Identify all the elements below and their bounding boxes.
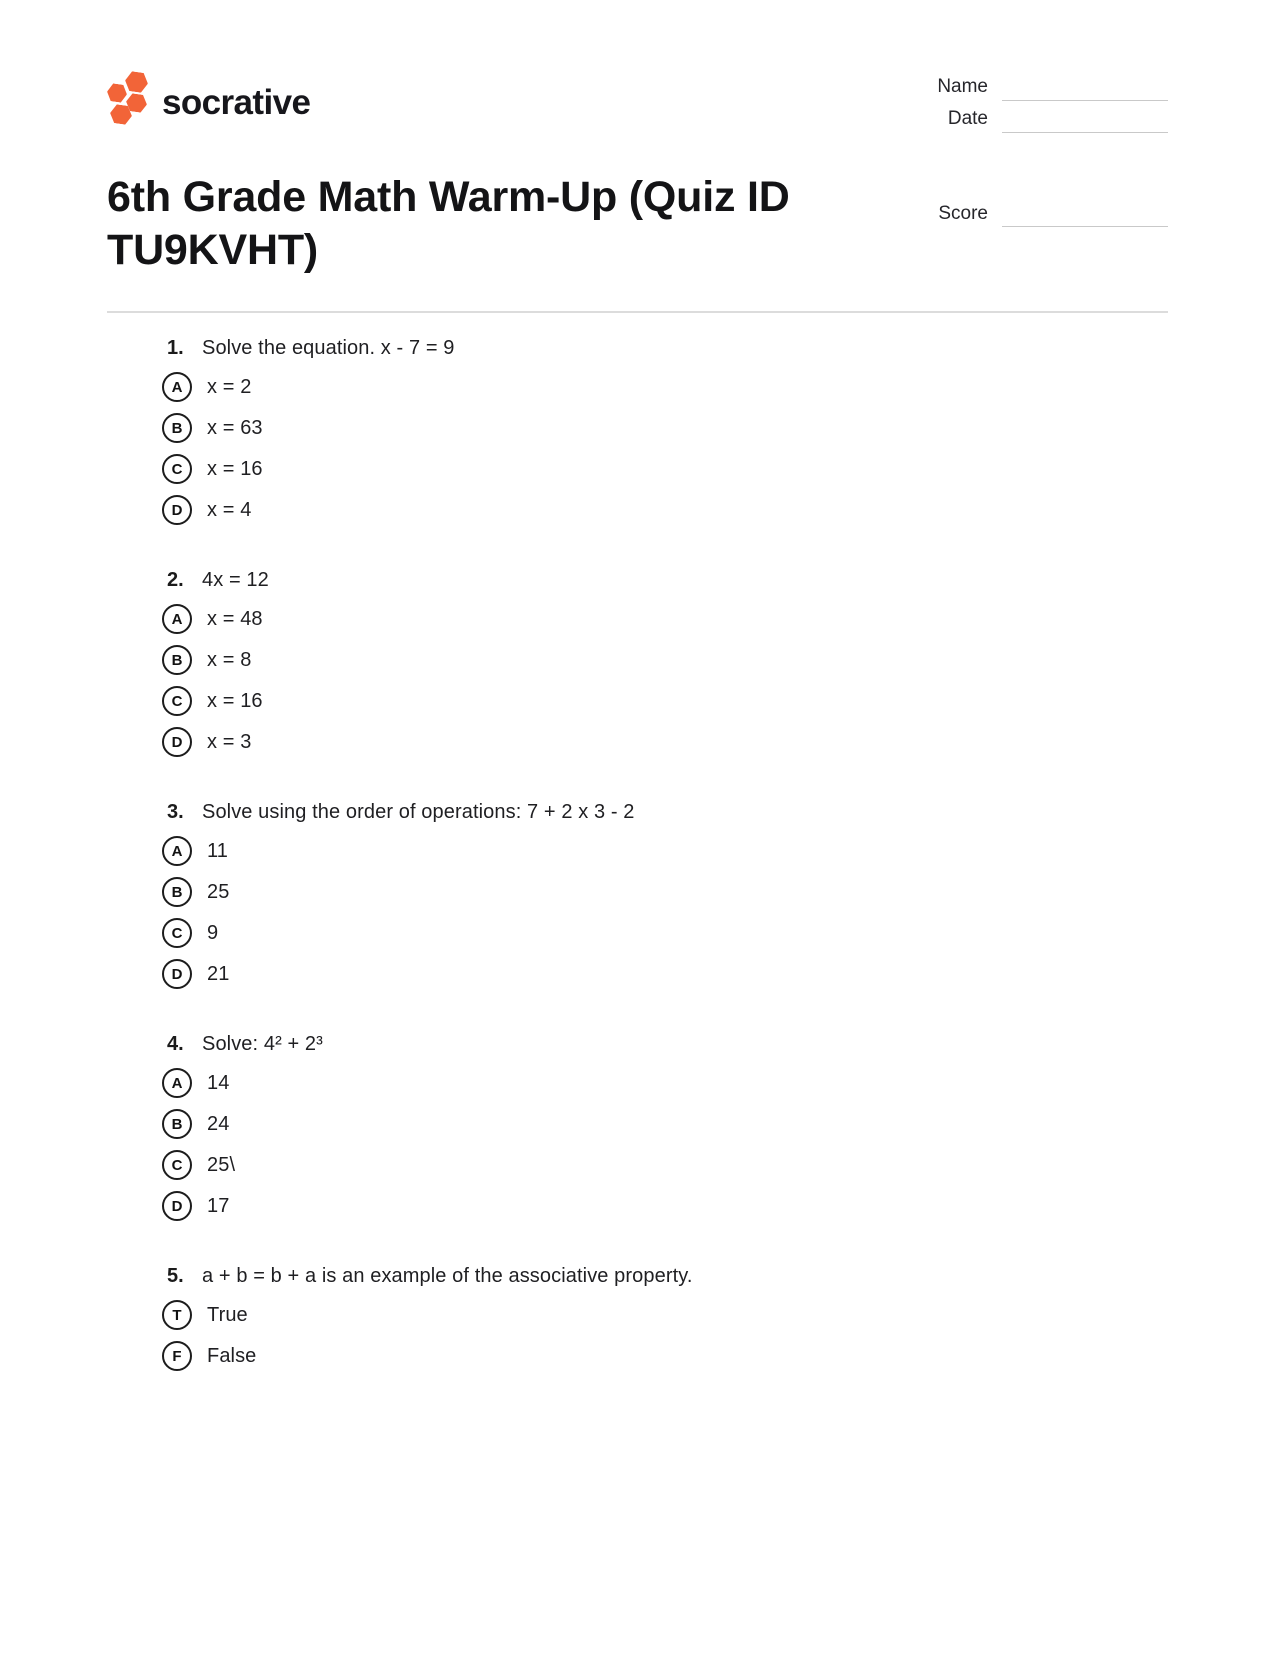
name-input-line[interactable]: [1002, 79, 1168, 101]
title-row: [107, 171, 1168, 278]
option-text: 9: [207, 921, 219, 944]
option-row[interactable]: [162, 1300, 1168, 1330]
option-letter: A: [171, 1074, 183, 1092]
option-text: 24: [207, 1112, 230, 1135]
option-letter: C: [171, 924, 183, 942]
option-text: x = 16: [207, 457, 263, 480]
name-date-fields: [926, 72, 1168, 133]
option-bubble[interactable]: [162, 918, 192, 948]
option-bubble[interactable]: [162, 604, 192, 634]
option-row[interactable]: [162, 1109, 1168, 1139]
question-head: [162, 801, 1168, 824]
question-number: 5.: [167, 1265, 184, 1288]
option-text: 14: [207, 1071, 230, 1094]
option-letter: B: [171, 419, 183, 437]
question-text: Solve the equation. x - 7 = 9: [202, 337, 455, 360]
option-bubble[interactable]: [162, 413, 192, 443]
question-number: 2.: [167, 569, 184, 592]
option-group: [162, 1068, 1168, 1221]
question-text: 4x = 12: [202, 569, 269, 592]
option-letter: A: [171, 842, 183, 860]
option-row[interactable]: [162, 1191, 1168, 1221]
option-letter: F: [172, 1347, 182, 1365]
option-bubble[interactable]: [162, 495, 192, 525]
option-letter: T: [172, 1306, 182, 1324]
option-row[interactable]: [162, 1150, 1168, 1180]
question-list: [107, 337, 1168, 1371]
question-head: [162, 1033, 1168, 1056]
option-text: 25\: [207, 1153, 236, 1176]
option-letter: B: [171, 651, 183, 669]
question-block: [162, 337, 1168, 525]
question-head: [162, 1265, 1168, 1288]
option-letter: D: [171, 965, 183, 983]
question-head: [162, 569, 1168, 592]
option-text: 11: [207, 839, 228, 862]
option-row[interactable]: [162, 645, 1168, 675]
option-letter: D: [171, 501, 183, 519]
option-row[interactable]: [162, 686, 1168, 716]
option-bubble[interactable]: [162, 645, 192, 675]
option-text: 21: [207, 962, 230, 985]
date-label: Date: [947, 107, 988, 129]
hexagon-icon: [106, 83, 128, 104]
date-input-line[interactable]: [1002, 111, 1168, 133]
option-group: [162, 372, 1168, 525]
option-text: x = 4: [207, 498, 252, 521]
question-block: [162, 1265, 1168, 1371]
option-bubble[interactable]: [162, 372, 192, 402]
option-row[interactable]: [162, 454, 1168, 484]
score-field: [926, 203, 1168, 228]
name-field: [926, 76, 1168, 101]
option-row[interactable]: [162, 495, 1168, 525]
option-letter: C: [171, 460, 183, 478]
question-text: Solve using the order of operations: 7 + 2 x 3 - 2: [202, 801, 635, 824]
option-text: x = 2: [207, 375, 252, 398]
option-bubble[interactable]: [162, 686, 192, 716]
option-group: [162, 1300, 1168, 1371]
option-text: x = 63: [207, 416, 263, 439]
option-text: x = 48: [207, 607, 263, 630]
name-label: Name: [937, 76, 988, 97]
option-bubble[interactable]: [162, 836, 192, 866]
question-text: Solve: 4² + 2³: [202, 1033, 323, 1056]
date-field: [926, 108, 1168, 133]
option-letter: D: [171, 733, 183, 751]
option-text: False: [207, 1344, 257, 1367]
question-number: 4.: [167, 1033, 184, 1056]
question-head: [162, 337, 1168, 360]
option-bubble[interactable]: [162, 959, 192, 989]
option-text: 17: [207, 1194, 230, 1217]
option-bubble[interactable]: [162, 727, 192, 757]
option-bubble[interactable]: [162, 1341, 192, 1371]
option-row[interactable]: [162, 413, 1168, 443]
option-row[interactable]: [162, 959, 1168, 989]
option-text: x = 16: [207, 689, 263, 712]
option-letter: C: [171, 1156, 183, 1174]
question-text: a + b = b + a is an example of the associative property.: [202, 1265, 693, 1288]
option-bubble[interactable]: [162, 1109, 192, 1139]
option-group: [162, 836, 1168, 989]
page-title: 6th Grade Math Warm-Up (Quiz ID TU9KVHT): [107, 172, 790, 274]
option-text: x = 3: [207, 730, 252, 753]
question-block: [162, 1033, 1168, 1221]
question-number: 3.: [167, 801, 184, 824]
option-bubble[interactable]: [162, 454, 192, 484]
option-row[interactable]: [162, 727, 1168, 757]
option-letter: A: [171, 378, 183, 396]
header-divider: [107, 311, 1168, 313]
option-bubble[interactable]: [162, 1068, 192, 1098]
score-input-line[interactable]: [1002, 205, 1168, 227]
socrative-logo: [107, 72, 310, 125]
question-block: [162, 569, 1168, 757]
option-row[interactable]: [162, 372, 1168, 402]
option-text: 25: [207, 880, 230, 903]
option-letter: B: [171, 1115, 183, 1133]
option-text: True: [207, 1303, 248, 1326]
socrative-wordmark: socrative: [162, 83, 311, 122]
socrative-logo-icon: [107, 72, 149, 125]
option-bubble[interactable]: [162, 1191, 192, 1221]
option-letter: A: [171, 610, 183, 628]
option-row[interactable]: [162, 877, 1168, 907]
option-letter: D: [171, 1197, 183, 1215]
score-label: Score: [938, 202, 988, 224]
option-letter: B: [171, 883, 183, 901]
option-text: x = 8: [207, 648, 252, 671]
option-row[interactable]: [162, 604, 1168, 634]
option-row[interactable]: [162, 1341, 1168, 1371]
option-row[interactable]: [162, 918, 1168, 948]
question-block: [162, 801, 1168, 989]
option-bubble[interactable]: [162, 1300, 192, 1330]
question-number: 1.: [167, 337, 184, 360]
option-group: [162, 604, 1168, 757]
hexagon-icon: [124, 70, 150, 93]
option-letter: C: [171, 692, 183, 710]
option-bubble[interactable]: [162, 877, 192, 907]
option-bubble[interactable]: [162, 1150, 192, 1180]
page-header: [107, 72, 1168, 133]
option-row[interactable]: [162, 836, 1168, 866]
option-row[interactable]: [162, 1068, 1168, 1098]
